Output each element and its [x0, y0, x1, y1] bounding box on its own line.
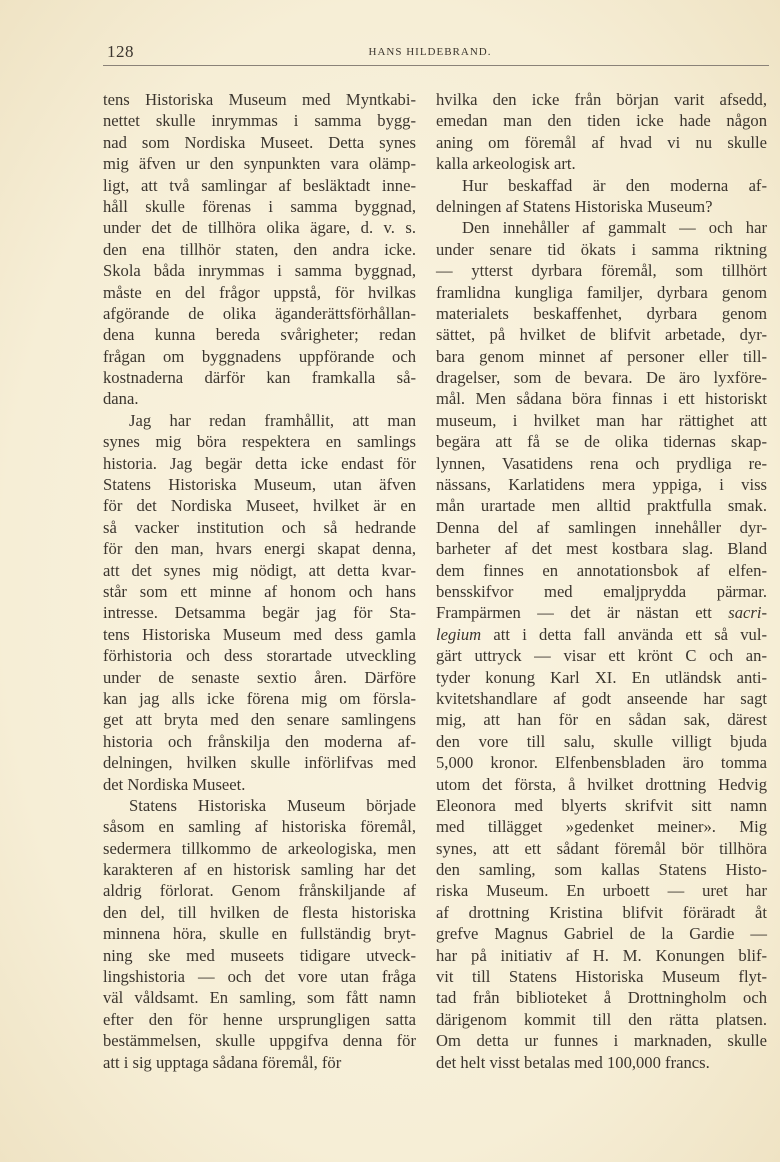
text-line	[436, 560, 767, 581]
line-text: hvilka den icke från början varit afsedd,	[436, 90, 767, 109]
line-text: håll skulle förenas i samma byggnad,	[103, 196, 416, 216]
text-line	[436, 1009, 767, 1030]
line-text: den vore till salu, skulle villigt bjuda	[436, 731, 767, 751]
page-number: 128	[107, 42, 134, 61]
text-line	[103, 859, 416, 880]
text-line	[436, 217, 767, 238]
line-text: mån urartade men alltid praktfulla smak.	[436, 496, 767, 516]
text-line	[436, 602, 767, 623]
line-text: det helt visst betalas med 100,000 francs.	[436, 1052, 710, 1072]
text-line	[436, 110, 767, 131]
text-line	[103, 495, 416, 516]
text-line	[103, 602, 416, 623]
text-line	[103, 688, 416, 709]
text-line	[436, 196, 767, 217]
line-text: vit till Statens Historiska Museum flyt-	[436, 967, 767, 987]
line-text: kvitetshandlare af godt anseende har sagt	[436, 688, 767, 708]
text-line	[436, 709, 767, 730]
line-text: såsom en samling af historiska föremål,	[103, 817, 416, 837]
text-line	[103, 731, 416, 752]
line-text: lingshistoria — och det vore utan fråga	[103, 967, 416, 987]
text-line	[103, 324, 416, 345]
line-text: bestämmelsen, skulle uppgifva denna för	[103, 1031, 416, 1051]
line-text: har på initiativ af H. M. Konungen blif-	[436, 945, 767, 965]
line-text: bara genom minnet af personer eller till-	[436, 346, 767, 366]
left-column	[103, 89, 416, 1073]
text-line	[103, 367, 416, 388]
text-line	[436, 731, 767, 752]
line-text: utom det första, å hvilket drottning Hedvig	[436, 774, 767, 794]
line-text: tad från biblioteket å Drottningholm och	[436, 988, 767, 1008]
line-text: tens Historiska Museum med Myntkabi-	[103, 90, 416, 109]
line-text: under de senaste sextio åren. Därföre	[103, 667, 416, 687]
line-text: sättet, på hvilket de blifvit arbetade, dyr-	[436, 325, 767, 345]
text-line	[103, 945, 416, 966]
line-text: nad som Nordiska Museet. Detta synes	[103, 132, 416, 152]
text-line	[436, 816, 767, 837]
line-text: grefve Magnus Gabriel de la Gardie —	[436, 924, 767, 944]
text-line	[436, 1030, 767, 1051]
text-line	[103, 987, 416, 1008]
text-line	[103, 624, 416, 645]
text-line	[436, 667, 767, 688]
right-column	[436, 89, 767, 1073]
text-line	[436, 795, 767, 816]
line-text: under det de tillhöra olika ägare, d. v. s.	[103, 218, 416, 238]
line-text: museum, i hvilket man har rättighet att	[436, 410, 767, 430]
text-line	[103, 838, 416, 859]
header-rule	[103, 65, 769, 66]
text-line	[103, 303, 416, 324]
line-text: för det Nordiska Museet, hvilket är en	[103, 496, 416, 516]
line-text: mig äfven ur den synpunkten vara olämp-	[103, 154, 416, 174]
text-line	[103, 752, 416, 773]
text-line	[436, 388, 767, 409]
text-line	[103, 175, 416, 196]
text-line	[103, 453, 416, 474]
line-text: riska Museum. En urboett — uret har	[436, 881, 767, 901]
line-text: mål. Men sådana böra finnas i ett historiskt	[436, 389, 767, 409]
line-text: väl våldsamt. En samling, som fått namn	[103, 988, 416, 1008]
line-text: Den innehåller af gammalt — och har	[462, 218, 767, 238]
line-text: aldrig förlorat. Genom frånskiljande af	[103, 881, 416, 901]
text-line	[103, 89, 416, 110]
text-line	[436, 132, 767, 153]
text-line	[103, 282, 416, 303]
text-line	[103, 902, 416, 923]
line-text: aning om föremål af hvad vi nu skulle	[436, 132, 767, 152]
line-text: att det synes mig nödigt, att detta kvar-	[103, 560, 416, 580]
text-line	[436, 367, 767, 388]
text-line	[436, 902, 767, 923]
text-line	[103, 645, 416, 666]
line-text: kostnaderna därför kan framkalla så-	[103, 368, 416, 388]
text-line	[436, 923, 767, 944]
text-line	[436, 538, 767, 559]
line-text: för den man, hvars energi skapat denna,	[103, 539, 416, 559]
line-text: det Nordiska Museet.	[103, 774, 246, 794]
text-line	[436, 260, 767, 281]
text-line	[436, 175, 767, 196]
text-line	[436, 324, 767, 345]
text-line	[103, 110, 416, 131]
text-line	[436, 453, 767, 474]
text-line	[436, 945, 767, 966]
text-line	[103, 260, 416, 281]
text-line	[436, 838, 767, 859]
line-text: under senare tid ökats i samma riktning	[436, 239, 767, 259]
line-text: Jag har redan framhållit, att man	[129, 410, 416, 430]
line-text: minnena höra, skulle en fullständig bryt-	[103, 924, 416, 944]
line-text: emedan man den tiden icke hade någon	[436, 111, 767, 131]
line-text: synes mig böra respektera en samlings	[103, 432, 416, 452]
text-line	[103, 153, 416, 174]
text-line	[103, 538, 416, 559]
line-text: gärt uttryck — visar ett krönt C och an-	[436, 646, 767, 666]
text-line	[103, 560, 416, 581]
line-text: kan jag alls icke förena mig om försla-	[103, 688, 416, 708]
text-line	[103, 880, 416, 901]
line-text: dena kunna bereda svårigheter; redan	[103, 325, 416, 345]
line-text: Om detta ur funnes i marknaden, skulle	[436, 1031, 767, 1051]
text-line	[103, 1052, 416, 1073]
text-line	[436, 645, 767, 666]
line-text: af drottning Kristina blifvit föräradt åt	[436, 902, 767, 922]
text-line	[103, 474, 416, 495]
line-text: måste en del frågor uppstå, för hvilkas	[103, 282, 416, 302]
line-text: Eleonora med blyerts skrifvit sitt namn	[436, 795, 767, 815]
line-text: get att bryta med den senare samlingens	[103, 710, 416, 730]
text-line	[436, 987, 767, 1008]
text-line	[436, 346, 767, 367]
line-text: barheter af det mest kostbara slag. Bland	[436, 539, 767, 559]
text-line	[103, 196, 416, 217]
line-text: nässans, Karlatidens mera yppiga, i viss	[436, 475, 767, 495]
line-text: Statens Historiska Museum började	[129, 795, 416, 815]
text-line	[103, 581, 416, 602]
line-text: delningen, hvilken skulle införlifvas med	[103, 753, 416, 773]
line-text: Skola båda inrymmas i samma byggnad,	[103, 261, 416, 281]
text-line	[436, 581, 767, 602]
line-text: materialets beskaffenhet, dyrbara genom	[436, 303, 767, 323]
running-head: HANS HILDEBRAND.	[368, 46, 492, 58]
line-text: afgörande de olika äganderättsförhållan-	[103, 303, 416, 323]
line-text: tens Historiska Museum med dess gamla	[103, 624, 416, 644]
line-text: den samling, som kallas Statens Histo-	[436, 860, 767, 880]
line-text: mig, att han för en sådan sak, därest	[436, 710, 767, 730]
line-text: den ena tillhör staten, den andra icke.	[103, 239, 416, 259]
text-line	[436, 752, 767, 773]
text-line	[103, 774, 416, 795]
line-text: så vacker institution och så hedrande	[103, 517, 416, 537]
line-text: historia. Jag begär detta icke endast för	[103, 453, 416, 473]
line-text: historia och frånskilja den moderna af-	[103, 731, 416, 751]
line-text: Frampärmen — det är nästan ett	[436, 603, 729, 623]
text-line	[103, 410, 416, 431]
text-line	[103, 1009, 416, 1030]
text-line	[103, 709, 416, 730]
line-text: intresse. Detsamma begär jag för Sta-	[103, 603, 416, 623]
line-text: förhistoria och dess storartade utveckling	[103, 646, 416, 666]
text-line	[436, 688, 767, 709]
text-line	[103, 346, 416, 367]
line-text: karakteren af en historisk samling har det	[103, 860, 416, 880]
line-text: med tillägget »gedenket meiner». Mig	[436, 817, 767, 837]
line-text: bensskifvor med emaljprydda pärmar.	[436, 581, 767, 601]
text-line	[103, 517, 416, 538]
line-text: den del, till hvilken de flesta historiska	[103, 902, 416, 922]
text-line	[436, 966, 767, 987]
line-text: delningen af Statens Historiska Museum?	[436, 196, 713, 216]
text-line	[436, 1052, 767, 1073]
text-line	[436, 474, 767, 495]
text-line	[436, 859, 767, 880]
line-text: ning ske med museets tidigare utveck-	[103, 945, 416, 965]
italic-text: sacri-	[728, 603, 767, 623]
line-text: dragelser, som de bevara. De äro lyxföre-	[436, 368, 767, 388]
italic-text: legium	[436, 624, 482, 644]
text-line	[436, 624, 767, 645]
line-text: efter den för henne ursprungligen satta	[103, 1009, 416, 1029]
text-line	[103, 132, 416, 153]
line-text: 5,000 kronor. Elfenbensbladen äro tomma	[436, 753, 767, 773]
text-line	[103, 239, 416, 260]
text-line	[103, 923, 416, 944]
line-text: att i detta fall använda ett så vul-	[481, 624, 767, 644]
line-text: därigenom kommit till den rätta platsen.	[436, 1009, 767, 1029]
line-text: att i sig upptaga sådana föremål, för	[103, 1052, 342, 1072]
text-line	[436, 410, 767, 431]
line-text: står som ett minne af honom och hans	[103, 581, 416, 601]
line-text: synes, att ett sådant föremål bör tillhöra	[436, 838, 767, 858]
text-line	[103, 431, 416, 452]
text-line	[436, 517, 767, 538]
text-line	[103, 1030, 416, 1051]
line-text: kalla arkeologisk art.	[436, 154, 576, 174]
text-line	[103, 816, 416, 837]
text-line	[103, 217, 416, 238]
text-line	[436, 880, 767, 901]
text-line	[436, 495, 767, 516]
text-line	[436, 303, 767, 324]
line-text: lynnen, Vasatidens rena och prydliga re-	[436, 453, 767, 473]
line-text: tyder konung Karl XI. En utländsk anti-	[436, 667, 767, 687]
text-line	[436, 153, 767, 174]
text-line	[103, 966, 416, 987]
text-line	[103, 795, 416, 816]
text-line	[436, 774, 767, 795]
text-line	[436, 89, 767, 110]
line-text: — ytterst dyrbara föremål, som tillhört	[436, 261, 767, 281]
line-text: begära att få se de olika tidernas skap-	[436, 432, 767, 452]
text-line	[436, 431, 767, 452]
line-text: ligt, att två samlingar af besläktadt inne-	[103, 175, 416, 195]
line-text: Statens Historiska Museum, utan äfven	[103, 475, 416, 495]
line-text: dana.	[103, 389, 139, 409]
line-text: Denna del af samlingen innehåller dyr-	[436, 517, 767, 537]
text-line	[103, 667, 416, 688]
text-line	[103, 388, 416, 409]
text-line	[436, 282, 767, 303]
line-text: framlidna kungliga familjer, dyrbara genom	[436, 282, 767, 302]
line-text: nettet skulle inrymmas i samma bygg-	[103, 111, 416, 131]
line-text: Hur beskaffad är den moderna af-	[462, 175, 767, 195]
line-text: frågan om byggnadens uppförande och	[103, 346, 416, 366]
text-line	[436, 239, 767, 260]
line-text: dem finnes en annotationsbok af elfen-	[436, 560, 767, 580]
line-text: sedermera tillkommo de arkeologiska, men	[103, 838, 416, 858]
